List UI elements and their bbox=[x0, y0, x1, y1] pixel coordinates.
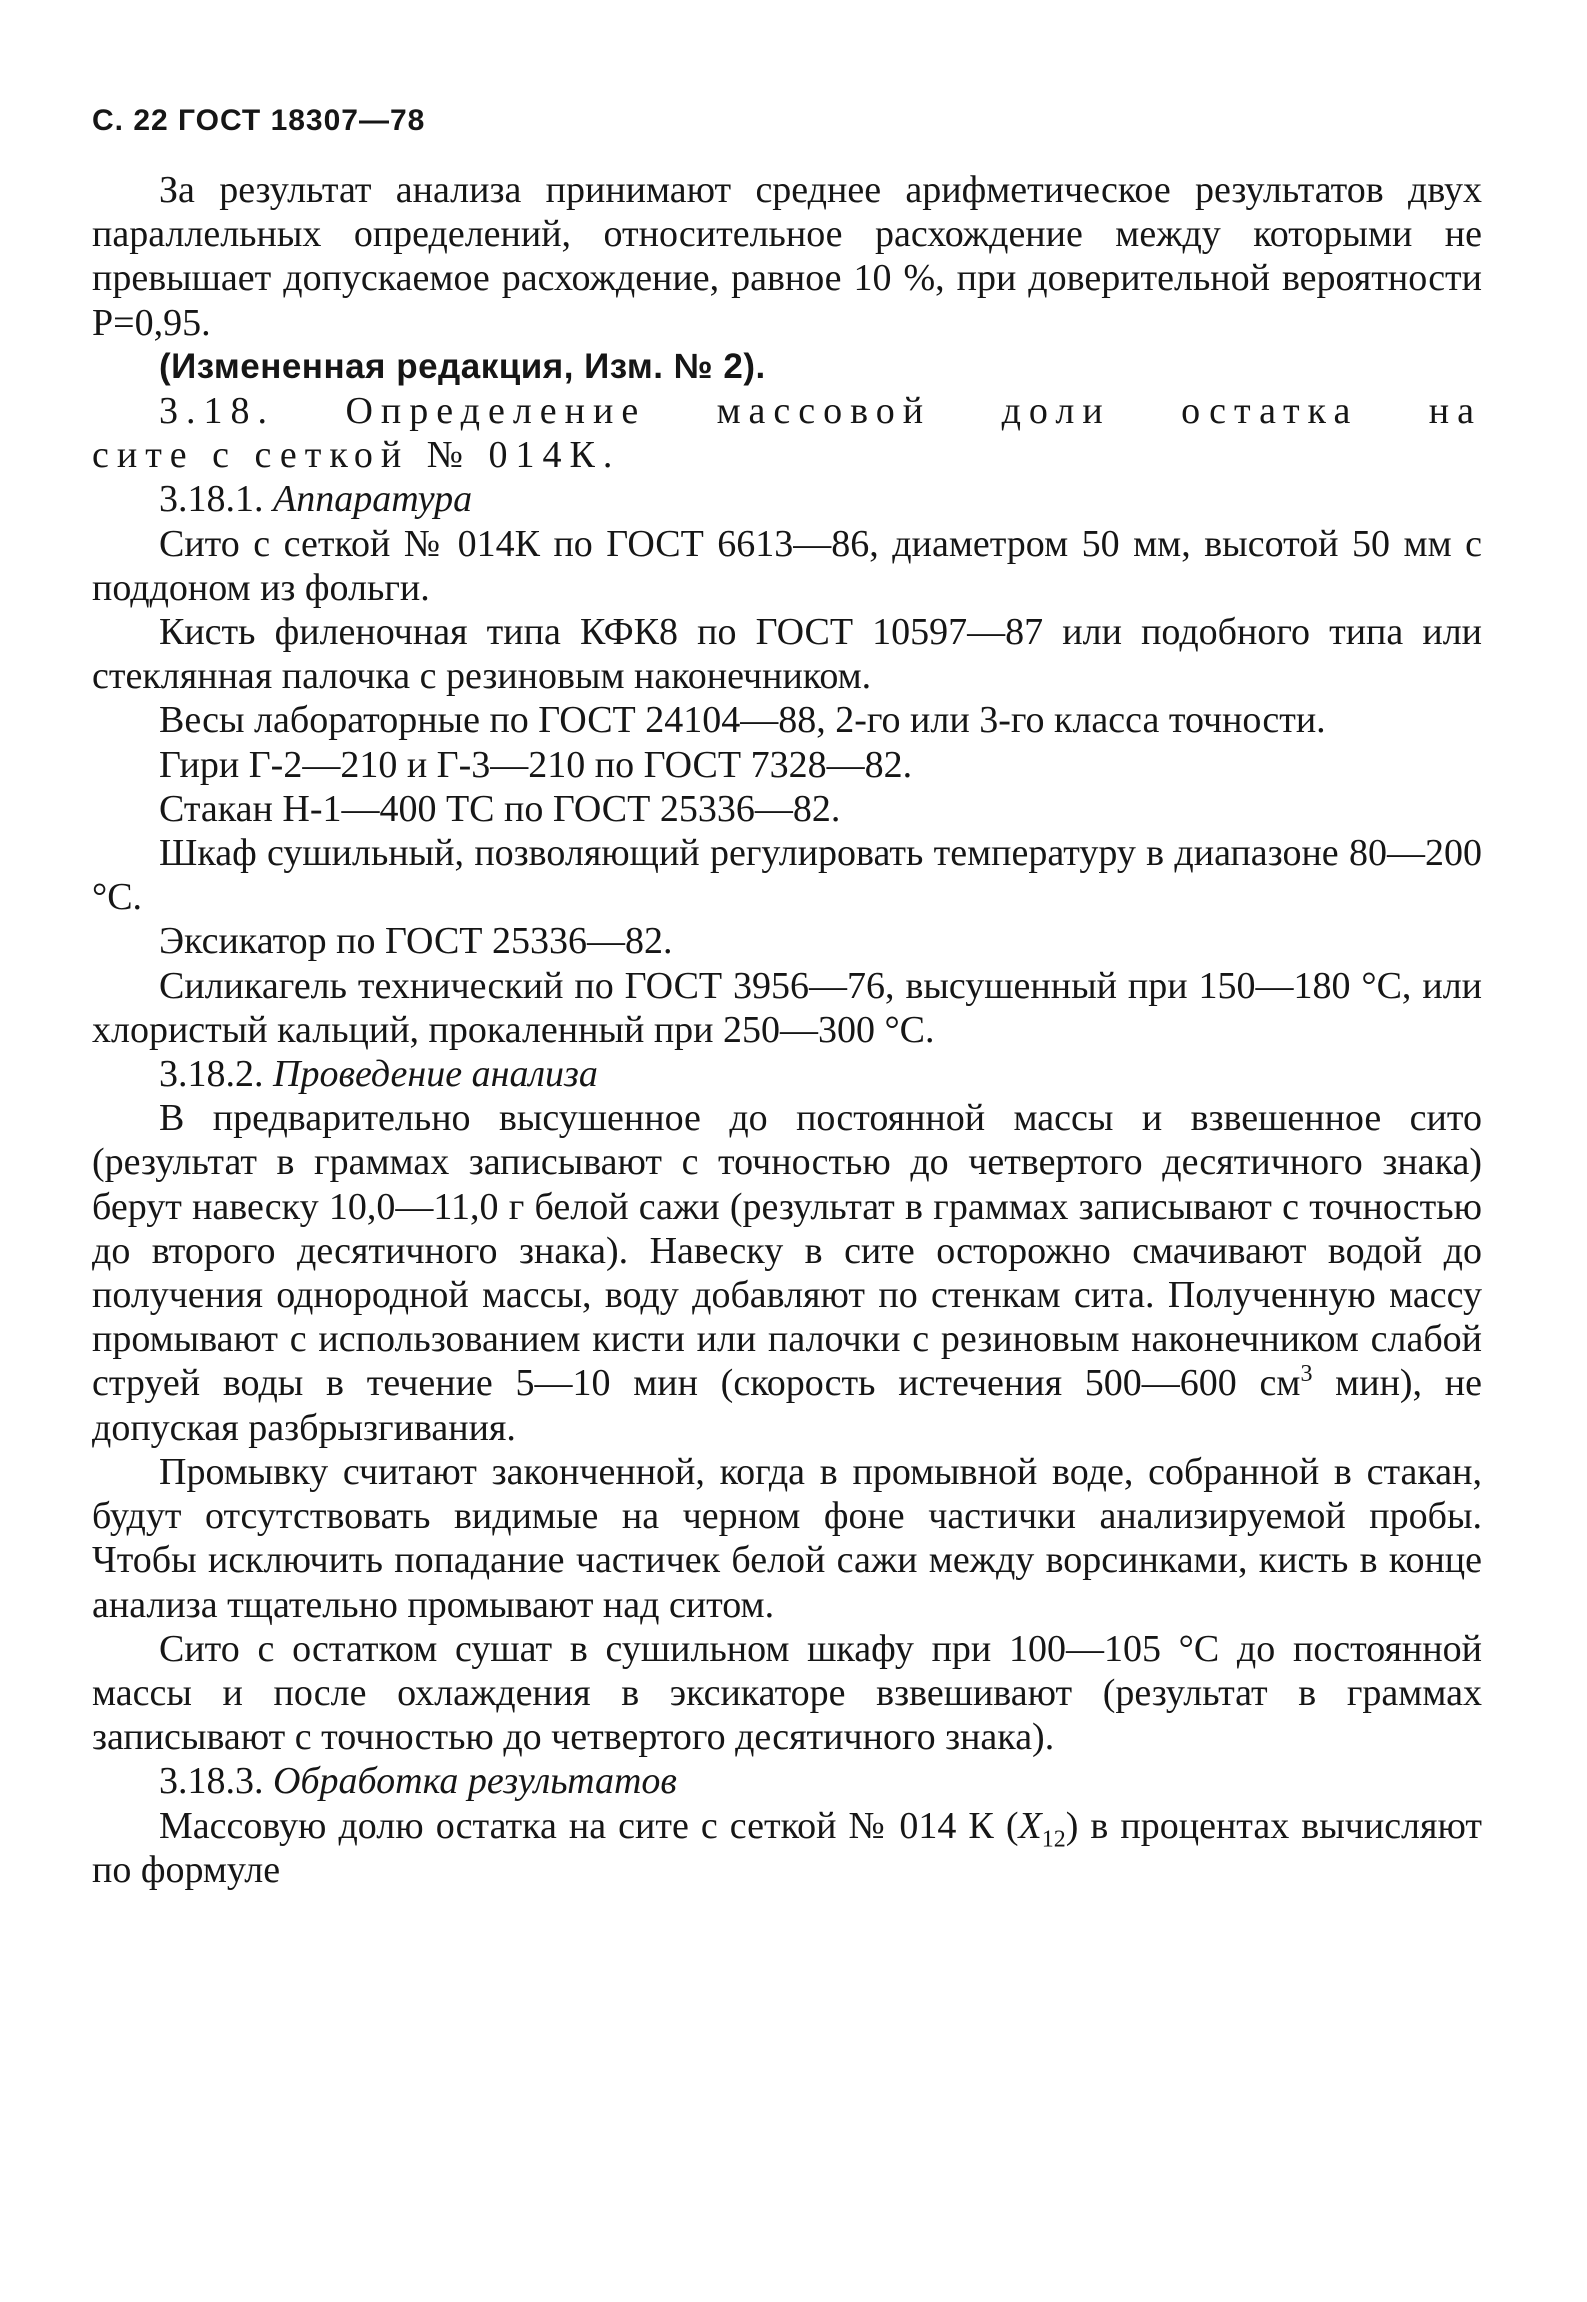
superscript-cubed: 3 bbox=[1300, 1361, 1313, 1388]
equipment-item-sieve: Сито с сеткой № 014К по ГОСТ 6613—86, диаметром 50 мм, высотой 50 мм с поддоном из фольги. bbox=[92, 522, 1482, 609]
subsection-heading-3-18-3 bbox=[92, 1759, 1482, 1803]
procedure-paragraph-weighing bbox=[92, 1096, 1482, 1450]
equipment-item-weights: Гири Г-2—210 и Г-3—210 по ГОСТ 7328—82. bbox=[159, 743, 913, 786]
amendment-note: (Измененная редакция, Изм. № 2). bbox=[159, 346, 766, 386]
equipment-item-desiccator: Эксикатор по ГОСТ 25336—82. bbox=[159, 920, 673, 963]
section-heading-3-18-tail: сите с сеткой № 014К. bbox=[92, 434, 621, 477]
results-text-part1: Массовую долю остатка на сите с сеткой № 014 К ( bbox=[159, 1804, 1019, 1847]
procedure-paragraph-rinsing: Промывку считают законченной, когда в промывной воде, собранной в стакан, будут отсутствовать видимые на черном фоне частички анализируемой пробы. Чтобы исключить попадание частичек белой сажи между ворсинками, кисть в конце анализа тщательно промывают над ситом. bbox=[92, 1450, 1482, 1626]
results-text-part2: ) в процентах вычисляют по формуле bbox=[92, 1804, 1482, 1891]
procedure-text-part1: В предварительно высушенное до постоянной массы и взвешенное сито (результат в граммах записывают с точностью до четвертого десятичного знака) берут навеску 10,0—11,0 г белой сажи (результат в граммах записывают с точностью до второго десятичного знака). Навеску в сите осторожно смачивают водой до получения однородной массы, воду добавляют по стенкам сита. Полученную массу промывают с использованием кисти или палочки с резиновым наконечником слабой струей воды в течение 5—10 мин (скорость истечения 500—600 см bbox=[92, 1097, 1482, 1405]
subsection-title: Обработка результатов bbox=[273, 1760, 677, 1803]
section-heading-3-18-line1: 3.18. Определение массовой доли остатка на bbox=[159, 390, 1482, 433]
equipment-item-scales: Весы лабораторные по ГОСТ 24104—88, 2-го или 3-го класса точности. bbox=[159, 699, 1326, 742]
equipment-item-brush: Кисть филеночная типа КФК8 по ГОСТ 10597—87 или подобного типа или стеклянная палочка с резиновым наконечником. bbox=[92, 611, 1482, 698]
subsection-heading-3-18-1 bbox=[92, 477, 1482, 521]
procedure-paragraph-drying: Сито с остатком сушат в сушильном шкафу при 100—105 °С до постоянной массы и после охлаждения в эксикаторе взвешивают (результат в граммах записывают с точностью до четвертого десятичного знака). bbox=[92, 1627, 1482, 1759]
running-head: С. 22 ГОСТ 18307—78 bbox=[92, 104, 426, 137]
subsection-number: 3.18.3. bbox=[159, 1760, 264, 1803]
results-variable-subscript: 12 bbox=[1041, 1826, 1066, 1853]
subsection-number: 3.18.2. bbox=[159, 1053, 264, 1096]
section-heading-3-18-line2 bbox=[92, 433, 1482, 477]
equipment-item-silica-gel: Силикагель технический по ГОСТ 3956—76, высушенный при 150—180 °С, или хлористый кальций, прокаленный при 250—300 °С. bbox=[92, 964, 1482, 1051]
results-paragraph bbox=[92, 1804, 1482, 1892]
equipment-item-drying-oven: Шкаф сушильный, позволяющий регулировать температуру в диапазоне 80—200 °С. bbox=[92, 832, 1482, 919]
equipment-item-beaker: Стакан Н-1—400 ТС по ГОСТ 25336—82. bbox=[159, 787, 841, 830]
subsection-title: Аппаратура bbox=[273, 478, 473, 521]
subsection-number: 3.18.1. bbox=[159, 478, 264, 521]
results-variable: X bbox=[1018, 1804, 1042, 1847]
subsection-heading-3-18-2 bbox=[92, 1052, 1482, 1096]
paragraph-result-definition: За результат анализа принимают среднее арифметическое результатов двух параллельных определений, относительное расхождение между которыми не превышает допускаемое расхождение, равное 10 %, при доверительной вероятности P=0,95. bbox=[92, 169, 1482, 344]
document-body bbox=[92, 168, 1482, 1892]
procedure-text-part2: мин), не допуская разбрызгивания. bbox=[92, 1362, 1482, 1449]
subsection-title: Проведение анализа bbox=[273, 1053, 598, 1096]
